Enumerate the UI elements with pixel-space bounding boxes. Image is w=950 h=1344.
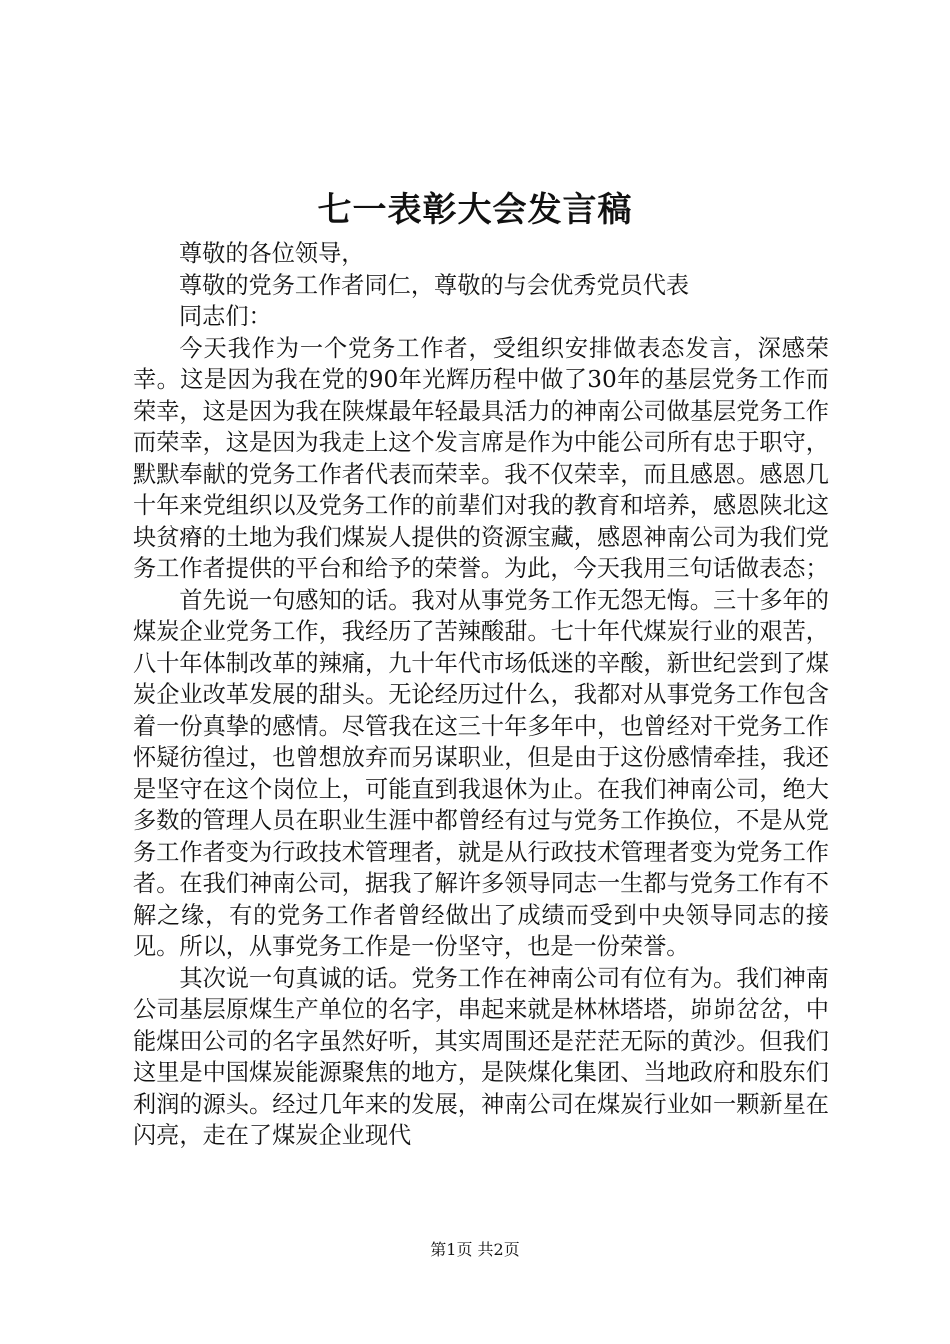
page-footer bbox=[0, 1238, 950, 1262]
body-paragraph: 首先说一句感知的话。我对从事党务工作无怨无悔。三十多年的煤炭企业党务工作，我经历了苦辣酸甜。七十年代煤炭行业的艰苦，八十年体制改革的辣痛，九十年代市场低迷的辛酸，新世纪尝到了煤炭企业改革发展的甜头。无论经历过什么，我都对从事党务工作包含着一份真挚的感情。尽管我在这三十年多年中，也曾经对干党务工作怀疑彷徨过，也曾想放弃而另谋职业，但是由于这份感情牵挂，我还是坚守在这个岗位上，可能直到我退休为止。在我们神南公司，绝大多数的管理人员在职业生涯中都曾经有过与党务工作换位，不是从党务工作者变为行政技术管理者，就是从行政技术管理者变为党务工作者。在我们神南公司，据我了解许多领导同志一生都与党务工作有不解之缘，有的党务工作者曾经做出了成绩而受到中央领导同志的接见。所以，从事党务工作是一份坚守，也是一份荣誉。 bbox=[133, 586, 829, 960]
greeting-line: 尊敬的党务工作者同仁，尊敬的与会优秀党员代表 bbox=[179, 271, 690, 299]
body-paragraph: 其次说一句真诚的话。党务工作在神南公司有位有为。我们神南公司基层原煤生产单位的名字，串起来就是林林塔塔，峁峁岔岔，中能煤田公司的名字虽然好听，其实周围还是茫茫无际的黄沙。但我们这里是中国煤炭能源聚焦的地方，是陕煤化集团、当地政府和股东们利润的源头。经过几年来的发展，神南公司在煤炭行业如一颗新星在闪亮，走在了煤炭企业现代 bbox=[133, 964, 829, 1149]
greeting-line: 同志们： bbox=[179, 303, 272, 330]
page-number-indicator: 第1页 共2页 bbox=[430, 1240, 520, 1259]
body-paragraph: 今天我作为一个党务工作者，受组织安排做表态发言，深感荣幸。这是因为我在党的90年光辉历程中做了30年的基层党务工作而荣幸，这是因为我在陕煤最年轻最具活力的神南公司做基层党务工作而荣幸，这是因为我走上这个发言席是作为中能公司所有忠于职守，默默奉献的党务工作者代表而荣幸。我不仅荣幸，而且感恩。感恩几十年来党组织以及党务工作的前辈们对我的教育和培养，感恩陕北这块贫瘠的土地为我们煤炭人提供的资源宝藏，感恩神南公司为我们党务工作者提供的平台和给予的荣誉。为此，今天我用三句话做表态； bbox=[133, 334, 829, 582]
document-title: 七一表彰大会发言稿 bbox=[317, 190, 633, 230]
greeting-line: 尊敬的各位领导， bbox=[179, 240, 365, 267]
document-body bbox=[133, 238, 829, 1152]
